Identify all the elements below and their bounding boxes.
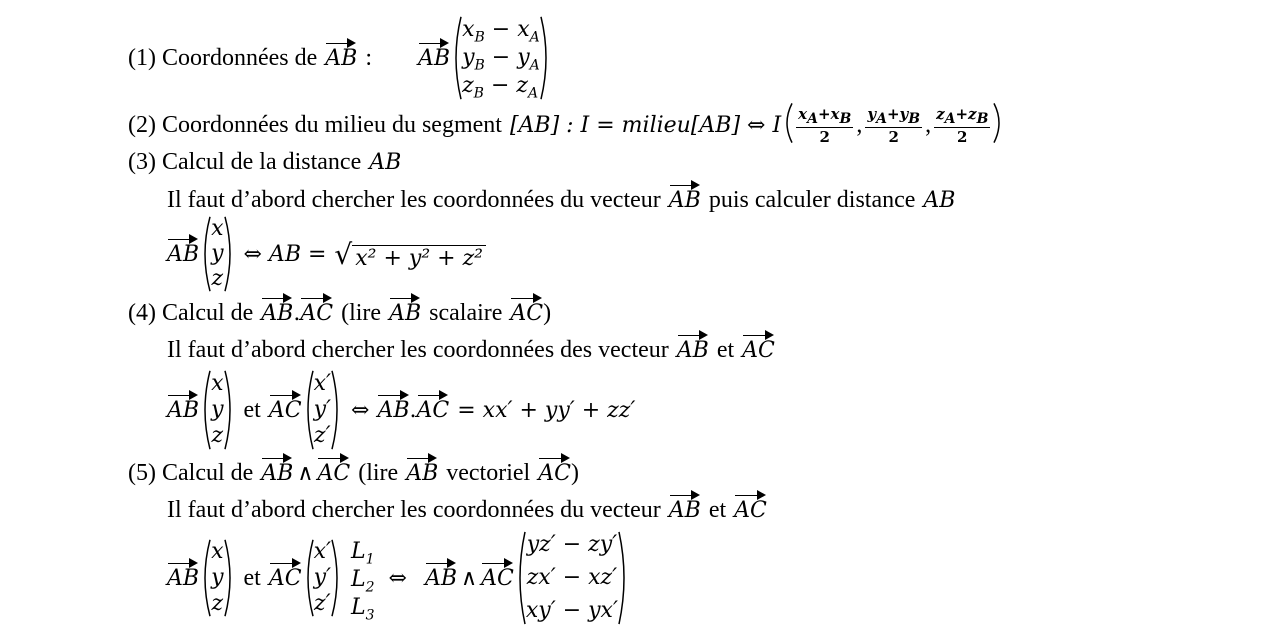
cross-product-components <box>526 533 618 623</box>
vector-ac: AC <box>481 565 514 591</box>
coord-diff-column <box>462 17 540 101</box>
vector-ab: AB <box>261 300 294 326</box>
vector-ac: AC <box>268 565 302 591</box>
item-3-title <box>128 146 401 178</box>
vector-ac: AC <box>510 300 544 326</box>
item-5-text: Il faut d’abord chercher les coordonnées du vecteur AB et AC <box>167 496 767 523</box>
coord-z-diff: $z_B - z_A$ <box>462 72 539 101</box>
lire-open: (lire <box>341 299 382 326</box>
distance-ab: AB <box>369 149 402 175</box>
vector-ab-2: AB <box>418 45 451 71</box>
vector-ac: AC <box>268 397 302 423</box>
item-4-formula: AB x y z et AC x′ y′ z′ ⇔ AB . AC = xx′ + yy′ + zz′ <box>167 371 636 448</box>
mid-y-fraction: $\frac{y_A+y_B}{2}$ <box>867 104 921 146</box>
coord-x-diff: $x_B - x_A$ <box>462 17 540 46</box>
item-5-instruction: Il faut d’abord chercher les coordonnées du vecteur <box>167 496 661 523</box>
item-2-label: (2) Coordonnées du milieu du segment <box>128 111 502 138</box>
right-paren <box>540 16 552 100</box>
item-3-label: (3) Calcul de la distance <box>128 148 362 175</box>
mid-x-fraction: $\frac{x_A+x_B}{2}$ <box>798 104 852 146</box>
item-1 <box>128 16 552 100</box>
vector-ac: AC <box>742 337 775 363</box>
item-2: (2) Coordonnées du milieu du segment [AB] : I = milieu[AB] ⇔ I $\frac{x_A+x_B}{2}$ , $\frac{y_A+y_B}{2}$ , $\frac{z_A+z_B}{2}$ <box>128 103 1005 147</box>
item-4-text: Il faut d’abord chercher les coordonnées des vecteur AB et AC <box>167 336 775 363</box>
item-3-instruction-end: puis calculer distance <box>708 186 916 213</box>
cross-z: xy′ − yx′ <box>525 597 618 623</box>
vector-ab: AB <box>668 497 701 523</box>
mid-z-fraction: $\frac{z_A+z_B}{2}$ <box>936 104 989 146</box>
radicand: x² + y² + z² <box>352 245 486 271</box>
left-paren <box>450 16 462 100</box>
item-3-instruction: Il faut d’abord chercher les coordonnées du vecteur <box>167 186 661 213</box>
scalaire-word: scalaire <box>429 299 503 326</box>
item-4-title: (4) Calcul de AB . AC (lire AB scalaire AC ) <box>128 299 552 326</box>
vector-ab: AB <box>676 337 709 363</box>
item-3-text <box>167 184 955 216</box>
right-paren <box>224 216 236 292</box>
left-paren <box>199 216 211 292</box>
square-root: √ x² + y² + z² <box>334 238 486 271</box>
distance-equiv: ⇔ AB = <box>243 241 327 267</box>
item-5-formula: AB x y z et AC x′ y′ z′ $L_1$ $L_2$ $L_3$ ⇔ AB ∧ AC yz′ − zy′ zx′ − xz′ xy′ − yx′ <box>167 530 630 626</box>
ac-components: x′ y′ z′ <box>313 371 331 448</box>
vector-ab: AB <box>167 565 200 591</box>
vector-ab: AB <box>668 187 701 213</box>
item-4-instruction: Il faut d’abord chercher les coordonnées des vecteur <box>167 336 669 363</box>
vectoriel-word: vectoriel <box>446 459 531 486</box>
distance-ab-2: AB <box>923 187 956 213</box>
item-5-title: (5) Calcul de AB ∧ AC (lire AB vectoriel AC ) <box>128 459 579 486</box>
row-labels: $L_1$ $L_2$ $L_3$ <box>351 539 375 623</box>
item-1-label: (1) Coordonnées de <box>128 44 318 71</box>
vector-ab: AB <box>424 565 458 591</box>
vector-ab: AB <box>406 460 439 486</box>
vector-ab: AB <box>167 241 200 267</box>
vector-ac: AC <box>416 397 450 423</box>
ab-components: x y z <box>211 371 224 448</box>
right-paren <box>993 103 1005 143</box>
item-5-label: (5) Calcul de <box>128 459 254 486</box>
vector-ab: AB <box>261 460 294 486</box>
cross-y: zx′ − xz′ <box>526 564 618 590</box>
cross-x: yz′ − zy′ <box>526 532 618 557</box>
vector-ac: AC <box>734 497 767 523</box>
vector-ac: AC <box>300 300 334 326</box>
vector-ab: AB <box>389 300 422 326</box>
item-4-label: (4) Calcul de <box>128 299 254 326</box>
vector-components: x y z <box>211 216 224 291</box>
left-paren <box>781 103 793 143</box>
coord-y-diff: $y_B - y_A$ <box>462 44 540 74</box>
item-1-colon: : <box>365 44 373 71</box>
vector-ab: AB <box>377 397 410 423</box>
dot-product-result: = xx′ + yy′ + zz′ <box>457 397 636 423</box>
item-2-formula: [AB] : I = milieu[AB] ⇔ I <box>509 112 782 138</box>
vector-ab: AB <box>167 397 200 423</box>
vector-ac: AC <box>317 460 351 486</box>
vector-ac: AC <box>538 460 571 486</box>
vector-ab: AB <box>325 45 358 71</box>
item-3-formula <box>167 216 486 292</box>
